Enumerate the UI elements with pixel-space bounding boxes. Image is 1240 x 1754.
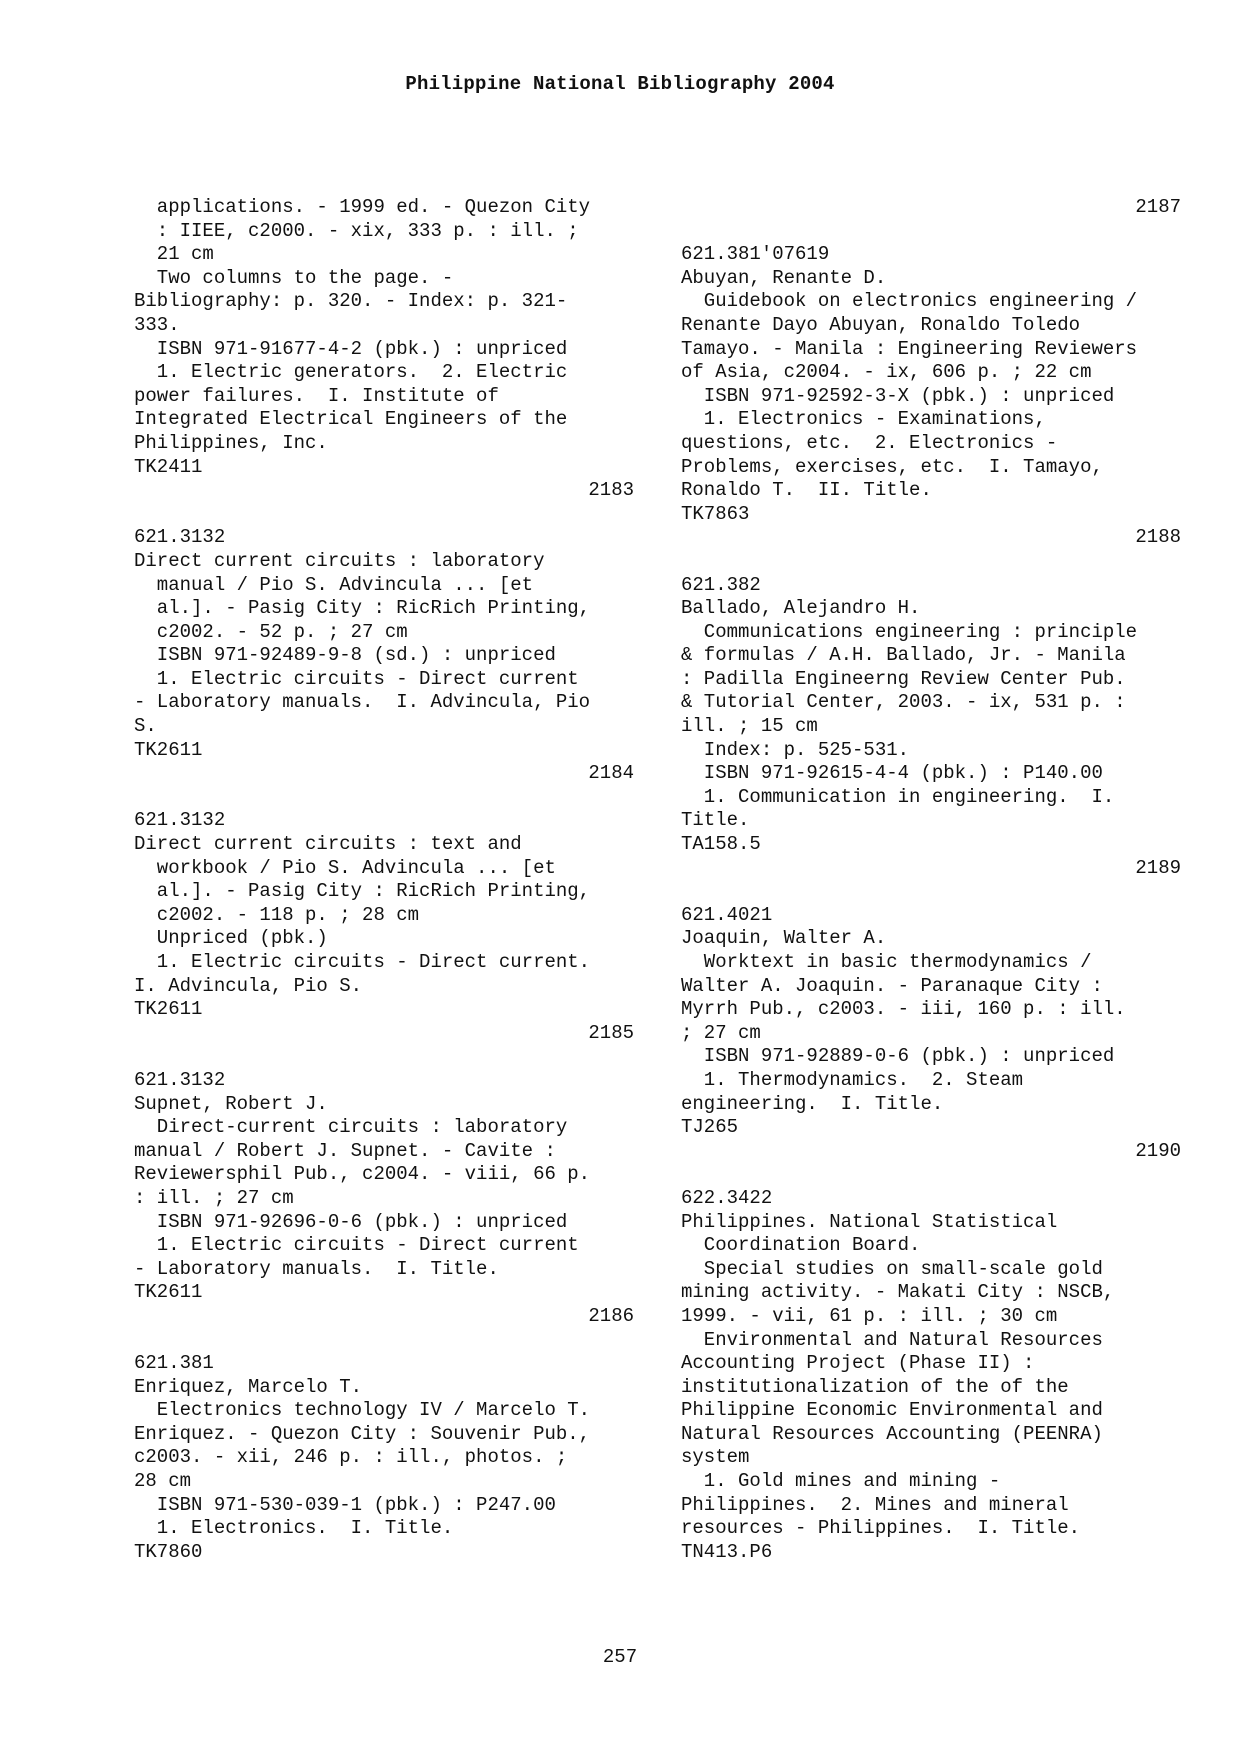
entry-line: TN413.P6 xyxy=(681,1540,773,1563)
entry-line: Walter A. Joaquin. - Paranaque City : xyxy=(681,974,1103,997)
entry-line xyxy=(681,1163,1181,1187)
entry-number: 2188 xyxy=(1135,526,1181,549)
entry-line: Unpriced (pbk.) xyxy=(134,927,328,950)
entry-line: Bibliography: p. 320. - Index: p. 321- xyxy=(134,290,568,313)
entry-line: TK2411 xyxy=(134,455,203,478)
entry-line: Philippines. National Statistical xyxy=(681,1210,1058,1233)
entry-line: Joaquin, Walter A. xyxy=(681,927,887,950)
entry-line: Ballado, Alejandro H. xyxy=(681,597,921,620)
entry-line xyxy=(681,550,1181,574)
entry-line: Integrated Electrical Engineers of the xyxy=(134,408,568,431)
entry-line: S. xyxy=(134,715,157,738)
entry-line: Direct-current circuits : laboratory xyxy=(134,1116,568,1139)
entry-line: Guidebook on electronics engineering / xyxy=(681,290,1138,313)
entry-line: 1999. - vii, 61 p. : ill. ; 30 cm xyxy=(681,1304,1058,1327)
entry-line: Electronics technology IV / Marcelo T. xyxy=(134,1399,591,1422)
entry-line: TK7863 xyxy=(681,502,750,525)
entry-line: & Tutorial Center, 2003. - ix, 531 p. : xyxy=(681,691,1126,714)
entry-line: Environmental and Natural Resources xyxy=(681,1328,1103,1351)
entry-line: 1. Electronics - Examinations, xyxy=(681,408,1046,431)
entry-line: ISBN 971-92889-0-6 (pbk.) : unpriced xyxy=(681,1045,1115,1068)
entry-line: ISBN 971-530-039-1 (pbk.) : P247.00 xyxy=(134,1493,556,1516)
entry-line: ISBN 971-92696-0-6 (pbk.) : unpriced xyxy=(134,1210,568,1233)
entry-line: Index: p. 525-531. xyxy=(681,738,910,761)
entry-line: engineering. I. Title. xyxy=(681,1092,944,1115)
entry-line: Worktext in basic thermodynamics / xyxy=(681,951,1092,973)
left-column xyxy=(134,196,634,1564)
entry-line: ISBN 971-92592-3-X (pbk.) : unpriced xyxy=(681,384,1115,407)
entry-line xyxy=(134,1329,634,1353)
entry-line: Communications engineering : principle xyxy=(681,620,1138,643)
entry-line: 621.381'07619 xyxy=(681,243,830,266)
entry-line: ISBN 971-92489-9-8 (sd.) : unpriced xyxy=(134,644,556,667)
entry-number: 2189 xyxy=(1135,856,1181,879)
entry-line: 1. Electronics. I. Title. xyxy=(134,1517,454,1540)
entry-number: 2186 xyxy=(588,1304,634,1327)
entry-line: Enriquez, Marcelo T. xyxy=(134,1375,363,1398)
entry-line: Two columns to the page. - xyxy=(134,266,454,289)
entry-line: Special studies on small-scale gold xyxy=(681,1257,1103,1280)
entry-line: 28 cm xyxy=(134,1470,192,1493)
entry-line: Philippines. 2. Mines and mineral xyxy=(681,1493,1069,1516)
entry-line: ; 27 cm xyxy=(681,1021,761,1044)
entry-line: institutionalization of the of the xyxy=(681,1375,1069,1398)
entry-line: Tamayo. - Manila : Engineering Reviewers xyxy=(681,337,1138,360)
entry-line: 621.4021 xyxy=(681,903,773,926)
entry-line: - Laboratory manuals. I. Advincula, Pio xyxy=(134,691,591,714)
entry-line: 1. Thermodynamics. 2. Steam xyxy=(681,1068,1024,1091)
entry-line: c2002. - 118 p. ; 28 cm xyxy=(134,903,420,926)
entry-line: 621.382 xyxy=(681,573,761,596)
right-column xyxy=(681,196,1181,1564)
entry-line: TK2611 xyxy=(134,1281,203,1304)
entry-line: Natural Resources Accounting (PEENRA) xyxy=(681,1422,1103,1445)
entry-line: mining activity. - Makati City : NSCB, xyxy=(681,1281,1115,1304)
entry-line: : IIEE, c2000. - xix, 333 p. : ill. ; xyxy=(134,219,579,242)
entry-line: Direct current circuits : text and xyxy=(134,833,522,856)
entry-line: Renante Dayo Abuyan, Ronaldo Toledo xyxy=(681,313,1081,336)
entry-line: applications. - 1999 ed. - Quezon City xyxy=(134,196,591,218)
entry-line: 21 cm xyxy=(134,243,214,266)
entry-line xyxy=(681,880,1181,904)
entry-line: 621.3132 xyxy=(134,809,226,832)
entry-line: of Asia, c2004. - ix, 606 p. ; 22 cm xyxy=(681,361,1092,384)
entry-line: Philippine Economic Environmental and xyxy=(681,1399,1103,1422)
entry-number: 2183 xyxy=(588,479,634,502)
entry-line: TA158.5 xyxy=(681,833,761,856)
entry-line: c2002. - 52 p. ; 27 cm xyxy=(134,620,408,643)
entry-line: al.]. - Pasig City : RicRich Printing, xyxy=(134,597,591,620)
entry-number: 2185 xyxy=(588,1021,634,1044)
entry-line: : Padilla Engineerng Review Center Pub. xyxy=(681,667,1126,690)
entry-line: ISBN 971-92615-4-4 (pbk.) : P140.00 xyxy=(681,762,1103,785)
entry-line: Reviewersphil Pub., c2004. - viii, 66 p. xyxy=(134,1163,591,1186)
entry-line: system xyxy=(681,1446,750,1469)
entry-line: 1. Electric circuits - Direct current xyxy=(134,667,579,690)
entry-line: 1. Gold mines and mining - xyxy=(681,1470,1001,1493)
page-number: 257 xyxy=(602,1646,638,1668)
entry-line: Direct current circuits : laboratory xyxy=(134,549,545,572)
entry-line: 622.3422 xyxy=(681,1186,773,1209)
entry-line: 621.3132 xyxy=(134,526,226,549)
entry-line: 621.381 xyxy=(134,1352,214,1375)
entry-line: 1. Electric circuits - Direct current xyxy=(134,1234,579,1257)
entry-line: Coordination Board. xyxy=(681,1234,921,1257)
entry-line: : ill. ; 27 cm xyxy=(134,1186,294,1209)
entry-number: 2184 xyxy=(588,762,634,785)
entry-line: c2003. - xii, 246 p. : ill., photos. ; xyxy=(134,1446,568,1469)
entry-line: 1. Electric generators. 2. Electric xyxy=(134,361,568,384)
entry-line: Problems, exercises, etc. I. Tamayo, xyxy=(681,455,1103,478)
entry-line: TK7860 xyxy=(134,1540,203,1563)
entry-line: 1. Electric circuits - Direct current. xyxy=(134,951,591,973)
entry-line: 1. Communication in engineering. I. xyxy=(681,785,1115,808)
entry-line: TK2611 xyxy=(134,998,203,1021)
entry-line: power failures. I. Institute of xyxy=(134,384,499,407)
entry-line: questions, etc. 2. Electronics - xyxy=(681,431,1058,454)
entry-line xyxy=(134,503,634,527)
entry-line: manual / Robert J. Supnet. - Cavite : xyxy=(134,1139,556,1162)
entry-line: Title. xyxy=(681,809,750,832)
entry-line: manual / Pio S. Advincula ... [et xyxy=(134,573,534,596)
entry-line: Accounting Project (Phase II) : xyxy=(681,1352,1035,1375)
entry-line: TJ265 xyxy=(681,1116,739,1139)
entry-line xyxy=(134,786,634,810)
entry-line: Philippines, Inc. xyxy=(134,431,328,454)
entry-line: Enriquez. - Quezon City : Souvenir Pub., xyxy=(134,1422,591,1445)
entry-line: Myrrh Pub., c2003. - iii, 160 p. : ill. xyxy=(681,998,1126,1021)
entry-line: resources - Philippines. I. Title. xyxy=(681,1517,1081,1540)
entry-line: I. Advincula, Pio S. xyxy=(134,974,363,997)
entry-line: Supnet, Robert J. xyxy=(134,1092,328,1115)
entry-line: Abuyan, Renante D. xyxy=(681,266,887,289)
entry-line xyxy=(134,1045,634,1069)
entry-line: 621.3132 xyxy=(134,1068,226,1091)
entry-line: TK2611 xyxy=(134,738,203,761)
entry-line: al.]. - Pasig City : RicRich Printing, xyxy=(134,880,591,903)
entry-line: & formulas / A.H. Ballado, Jr. - Manila xyxy=(681,644,1126,667)
entry-line xyxy=(681,220,1181,244)
entry-line: 333. xyxy=(134,313,180,336)
entry-line: ISBN 971-91677-4-2 (pbk.) : unpriced xyxy=(134,337,568,360)
entry-number: 2190 xyxy=(1135,1139,1181,1162)
entry-number: 2187 xyxy=(1135,196,1181,218)
entry-line: - Laboratory manuals. I. Title. xyxy=(134,1257,499,1280)
entry-line: workbook / Pio S. Advincula ... [et xyxy=(134,856,556,879)
entry-line: ill. ; 15 cm xyxy=(681,715,818,738)
page-header-title: Philippine National Bibliography 2004 xyxy=(405,73,835,95)
entry-line: Ronaldo T. II. Title. xyxy=(681,479,932,502)
